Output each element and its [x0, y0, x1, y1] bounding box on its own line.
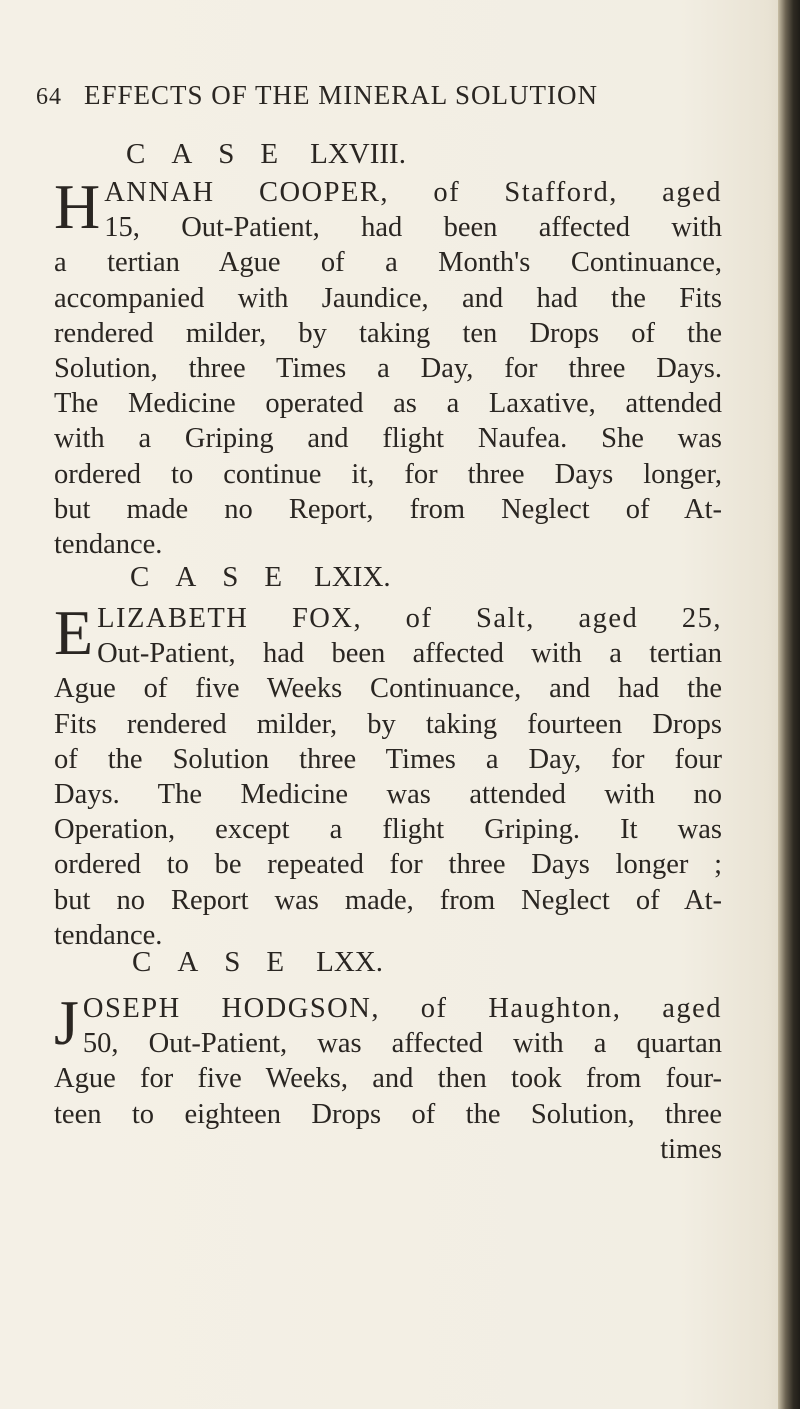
case-paragraph-70	[54, 987, 722, 1167]
case-paragraph-68	[54, 171, 722, 562]
text-line: rendered milder, by taking ten Drops of the	[54, 317, 722, 349]
case-paragraph-69	[54, 597, 722, 953]
text-line: Ague of five Weeks Continuance, and had the	[54, 673, 722, 705]
page-number: 64	[36, 84, 62, 110]
text-line: 15, Out-Patient, had been affected with	[104, 212, 722, 244]
text-line: with a Griping and flight Naufea. She was	[54, 423, 722, 455]
text-line: ordered to be repeated for three Days longer ;	[54, 849, 722, 881]
text-line: Operation, except a flight Griping. It was	[54, 814, 722, 846]
case-heading-70	[132, 946, 383, 979]
text-line: accompanied with Jaundice, and had the Fits	[54, 282, 722, 314]
text-line: of the Solution three Times a Day, for four	[54, 743, 722, 775]
text-line: a tertian Ague of a Month's Continuance,	[54, 247, 722, 279]
text-line: tendance.	[54, 528, 163, 560]
text-line: Solution, three Times a Day, for three Days.	[54, 352, 722, 384]
text-line: teen to eighteen Drops of the Solution, three	[54, 1098, 722, 1130]
drop-cap: E	[54, 597, 94, 668]
text-line: LIZABETH FOX, of Salt, aged 25,	[97, 603, 722, 634]
case-number: LXVIII.	[310, 138, 406, 170]
text-line: ordered to continue it, for three Days longer,	[54, 458, 722, 490]
running-head	[36, 80, 716, 111]
text-line: Fits rendered milder, by taking fourteen Drops	[54, 708, 722, 740]
text-line: The Medicine operated as a Laxative, attended	[54, 388, 722, 420]
case-label: CASE	[126, 138, 305, 170]
catchword: times	[660, 1133, 722, 1165]
text-line: 50, Out-Patient, was affected with a quartan	[82, 1028, 722, 1060]
case-heading-69	[130, 561, 391, 594]
text-line: but made no Report, from Neglect of At-	[54, 493, 722, 525]
page-binding-edge	[778, 0, 800, 1409]
case-label: CASE	[132, 946, 311, 978]
case-label: CASE	[130, 561, 309, 593]
text-line: tendance.	[54, 919, 163, 951]
case-number: LXIX.	[314, 561, 391, 593]
text-line: Out-Patient, had been affected with a tertian	[97, 638, 722, 670]
case-number: LXX.	[316, 946, 383, 978]
drop-cap: H	[54, 171, 101, 242]
drop-cap: J	[54, 987, 79, 1058]
running-title: EFFECTS OF THE MINERAL SOLUTION	[84, 80, 599, 110]
text-line: Days. The Medicine was attended with no	[54, 778, 722, 810]
text-line: ANNAH COOPER, of Stafford, aged	[104, 177, 722, 208]
case-heading-68	[126, 138, 406, 171]
text-line: OSEPH HODGSON, of Haughton, aged	[82, 993, 722, 1024]
text-line: but no Report was made, from Neglect of At-	[54, 884, 722, 916]
text-line: Ague for five Weeks, and then took from four-	[54, 1063, 722, 1095]
